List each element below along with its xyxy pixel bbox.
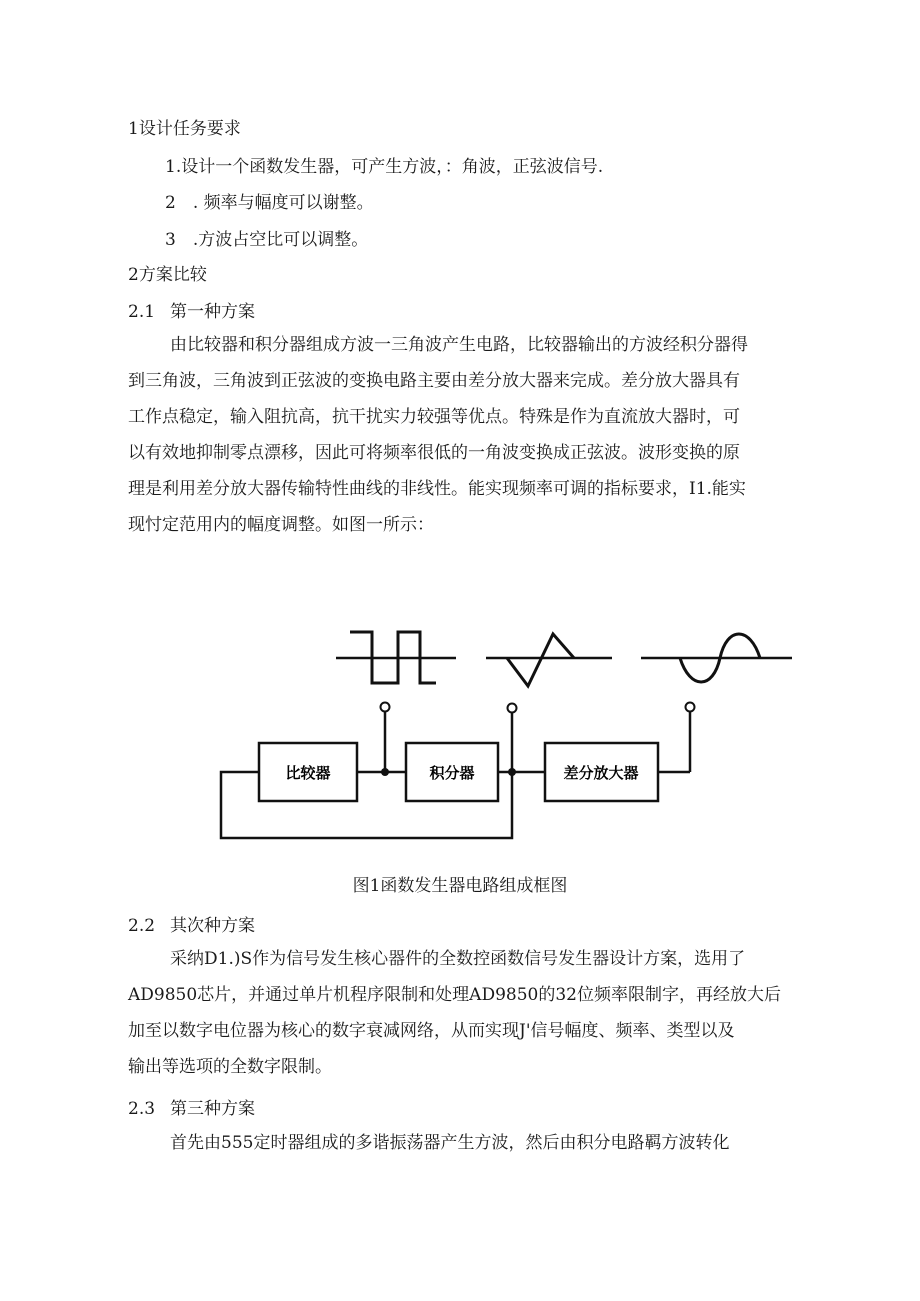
subsection-title: 第三种方案: [170, 1099, 255, 1119]
section-2-heading: 2方案比较: [128, 265, 207, 285]
subsection-title: 其次种方案: [170, 916, 255, 936]
square-wave-icon: [336, 632, 456, 683]
integrator-label: 积分器: [429, 764, 475, 782]
paragraph-line: AD9850芯片，并通过单片机程序限制和处理AD9850的32位频率限制字，再经放大后: [128, 985, 781, 1005]
requirement-item-2: 2 . 频率与幅度可以谢整。: [165, 193, 374, 213]
paragraph-line: 到三角波，三角波到正弦波的变换电路主要由差分放大器来完成。差分放大器具有: [128, 371, 740, 391]
section-1-heading: 1设计任务要求: [128, 119, 241, 139]
differential-amplifier-label: 差分放大器: [563, 764, 639, 782]
sine-wave-icon: [641, 634, 792, 682]
paragraph-line: 工作点稳定，输入阻抗高，抗干扰实力较强等优点。特殊是作为直流放大器时，可: [128, 407, 740, 427]
paragraph-line: 输出等选项的全数字限制。: [128, 1057, 332, 1077]
paragraph-line: 以有效地抑制零点漂移，因此可将频率很低的一角波变换成正弦波。波形变换的原: [128, 443, 740, 463]
subsection-title: 第一种方案: [170, 302, 255, 322]
output-terminals: [381, 703, 695, 713]
figure-caption: 图1函数发生器电路组成框图: [352, 876, 568, 896]
paragraph-line: 由比较器和积分器组成方波一三角波产生电路，比较器输出的方波经积分器得: [170, 335, 748, 355]
paragraph-scheme-3: [128, 1125, 792, 1161]
requirement-item-3: 3 .方波占空比可以调整。: [165, 230, 369, 250]
subsection-number: 2.3: [128, 1099, 156, 1119]
paragraph-line: 加至以数字电位器为核心的数字衰减网络，从而实现J'信号幅度、频率、类型以及: [128, 1021, 735, 1041]
paragraph-scheme-2: [128, 941, 792, 1085]
subsection-2-3-heading: [128, 1098, 255, 1120]
comparator-label: 比较器: [285, 764, 331, 782]
requirement-item-1: 1.设计一个函数发生器，可产生方波，：角波，正弦波信号.: [165, 157, 604, 177]
subsection-number: 2.2: [128, 916, 156, 936]
subsection-number: 2.1: [128, 302, 156, 322]
paragraph-line: 首先由555定时器组成的多谐振荡器产生方波，然后由积分电路羁方波转化: [170, 1133, 730, 1153]
paragraph-line: 采纳D1.)S作为信号发生核心器件的全数控函数信号发生器设计方案，选用了: [170, 949, 746, 969]
paragraph-line: 现忖定范用内的幅度调整。如图一所示：: [128, 515, 434, 535]
paragraph-line: 理是利用差分放大器传输特性曲线的非线性。能实现频率可调的指标要求，I1.能实: [128, 479, 746, 499]
triangle-wave-icon: [486, 634, 612, 686]
subsection-2-2-heading: [128, 915, 255, 937]
